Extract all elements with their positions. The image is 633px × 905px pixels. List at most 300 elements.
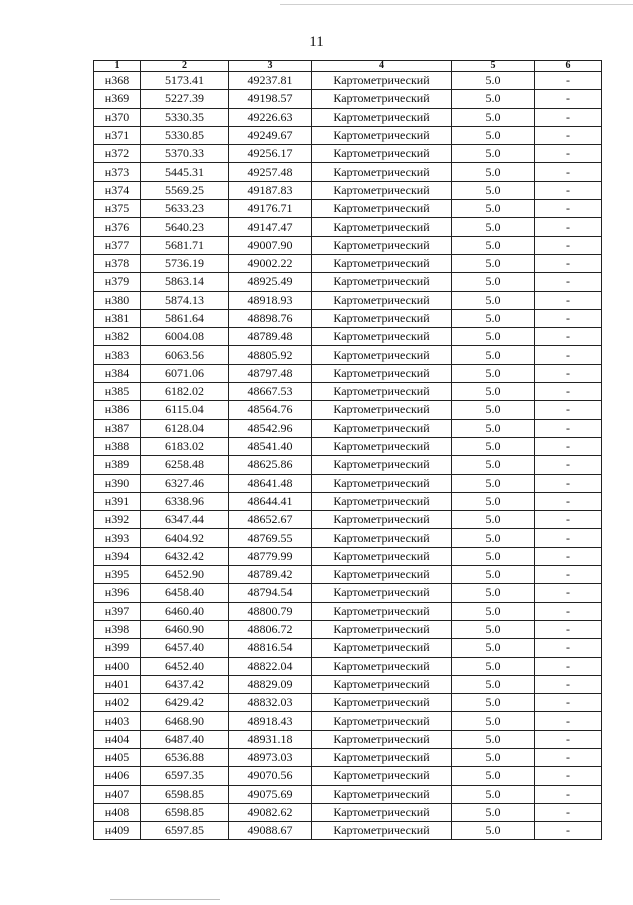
- accuracy-cell: 5.0: [452, 108, 535, 126]
- x-coordinate-cell: 6458.40: [141, 584, 229, 602]
- x-coordinate-cell: 6063.56: [141, 346, 229, 364]
- point-id-cell: н396: [94, 584, 141, 602]
- accuracy-cell: 5.0: [452, 822, 535, 840]
- x-coordinate-cell: 6258.48: [141, 456, 229, 474]
- y-coordinate-cell: 49187.83: [229, 181, 312, 199]
- point-id-cell: н398: [94, 620, 141, 638]
- y-coordinate-cell: 48794.54: [229, 584, 312, 602]
- x-coordinate-cell: 6404.92: [141, 529, 229, 547]
- note-cell: -: [535, 328, 602, 346]
- table-row: [94, 456, 602, 474]
- y-coordinate-cell: 48789.48: [229, 328, 312, 346]
- x-coordinate-cell: 5227.39: [141, 90, 229, 108]
- note-cell: -: [535, 145, 602, 163]
- point-id-cell: н370: [94, 108, 141, 126]
- x-coordinate-cell: 5633.23: [141, 200, 229, 218]
- y-coordinate-cell: 49237.81: [229, 72, 312, 90]
- accuracy-cell: 5.0: [452, 181, 535, 199]
- point-id-cell: н378: [94, 254, 141, 272]
- accuracy-cell: 5.0: [452, 346, 535, 364]
- y-coordinate-cell: 49257.48: [229, 163, 312, 181]
- y-coordinate-cell: 48925.49: [229, 273, 312, 291]
- y-coordinate-cell: 49007.90: [229, 236, 312, 254]
- point-id-cell: н383: [94, 346, 141, 364]
- x-coordinate-cell: 5370.33: [141, 145, 229, 163]
- y-coordinate-cell: 48542.96: [229, 419, 312, 437]
- point-id-cell: н376: [94, 218, 141, 236]
- column-header: 4: [312, 61, 452, 72]
- method-cell: Картометрический: [312, 163, 452, 181]
- table-row: [94, 401, 602, 419]
- x-coordinate-cell: 5330.85: [141, 126, 229, 144]
- accuracy-cell: 5.0: [452, 529, 535, 547]
- x-coordinate-cell: 6115.04: [141, 401, 229, 419]
- note-cell: -: [535, 456, 602, 474]
- y-coordinate-cell: 48822.04: [229, 657, 312, 675]
- note-cell: -: [535, 126, 602, 144]
- method-cell: Картометрический: [312, 291, 452, 309]
- x-coordinate-cell: 5863.14: [141, 273, 229, 291]
- point-id-cell: н385: [94, 383, 141, 401]
- table-row: [94, 712, 602, 730]
- method-cell: Картометрический: [312, 145, 452, 163]
- x-coordinate-cell: 6468.90: [141, 712, 229, 730]
- method-cell: Картометрический: [312, 584, 452, 602]
- note-cell: -: [535, 364, 602, 382]
- table-row: [94, 309, 602, 327]
- note-cell: -: [535, 254, 602, 272]
- note-cell: -: [535, 584, 602, 602]
- method-cell: Картометрический: [312, 529, 452, 547]
- note-cell: -: [535, 675, 602, 693]
- note-cell: -: [535, 639, 602, 657]
- x-coordinate-cell: 6183.02: [141, 437, 229, 455]
- accuracy-cell: 5.0: [452, 584, 535, 602]
- note-cell: -: [535, 803, 602, 821]
- method-cell: Картометрический: [312, 328, 452, 346]
- point-id-cell: н382: [94, 328, 141, 346]
- note-cell: -: [535, 108, 602, 126]
- x-coordinate-cell: 5874.13: [141, 291, 229, 309]
- note-cell: -: [535, 218, 602, 236]
- accuracy-cell: 5.0: [452, 309, 535, 327]
- y-coordinate-cell: 48918.43: [229, 712, 312, 730]
- x-coordinate-cell: 6429.42: [141, 694, 229, 712]
- point-id-cell: н394: [94, 547, 141, 565]
- x-coordinate-cell: 5330.35: [141, 108, 229, 126]
- note-cell: -: [535, 712, 602, 730]
- x-coordinate-cell: 6071.06: [141, 364, 229, 382]
- point-id-cell: н401: [94, 675, 141, 693]
- accuracy-cell: 5.0: [452, 90, 535, 108]
- x-coordinate-cell: 5173.41: [141, 72, 229, 90]
- x-coordinate-cell: 6182.02: [141, 383, 229, 401]
- table-row: [94, 200, 602, 218]
- table-row: [94, 748, 602, 766]
- column-header: 3: [229, 61, 312, 72]
- y-coordinate-cell: 48769.55: [229, 529, 312, 547]
- method-cell: Картометрический: [312, 547, 452, 565]
- y-coordinate-cell: 48789.42: [229, 566, 312, 584]
- point-id-cell: н375: [94, 200, 141, 218]
- method-cell: Картометрический: [312, 401, 452, 419]
- point-id-cell: н399: [94, 639, 141, 657]
- y-coordinate-cell: 49147.47: [229, 218, 312, 236]
- table-row: [94, 218, 602, 236]
- note-cell: -: [535, 163, 602, 181]
- point-id-cell: н374: [94, 181, 141, 199]
- accuracy-cell: 5.0: [452, 785, 535, 803]
- note-cell: -: [535, 620, 602, 638]
- x-coordinate-cell: 6460.40: [141, 602, 229, 620]
- table-row: [94, 657, 602, 675]
- x-coordinate-cell: 5569.25: [141, 181, 229, 199]
- y-coordinate-cell: 48797.48: [229, 364, 312, 382]
- note-cell: -: [535, 785, 602, 803]
- x-coordinate-cell: 6460.90: [141, 620, 229, 638]
- method-cell: Картометрический: [312, 748, 452, 766]
- accuracy-cell: 5.0: [452, 639, 535, 657]
- table-row: [94, 163, 602, 181]
- table-row: [94, 474, 602, 492]
- method-cell: Картометрический: [312, 72, 452, 90]
- accuracy-cell: 5.0: [452, 273, 535, 291]
- accuracy-cell: 5.0: [452, 163, 535, 181]
- y-coordinate-cell: 48779.99: [229, 547, 312, 565]
- x-coordinate-cell: 6457.40: [141, 639, 229, 657]
- x-coordinate-cell: 5681.71: [141, 236, 229, 254]
- y-coordinate-cell: 49256.17: [229, 145, 312, 163]
- x-coordinate-cell: 6347.44: [141, 511, 229, 529]
- x-coordinate-cell: 6327.46: [141, 474, 229, 492]
- y-coordinate-cell: 48931.18: [229, 730, 312, 748]
- point-id-cell: н379: [94, 273, 141, 291]
- scan-edge-line-bottom: [110, 899, 220, 900]
- point-id-cell: н377: [94, 236, 141, 254]
- note-cell: -: [535, 602, 602, 620]
- accuracy-cell: 5.0: [452, 657, 535, 675]
- note-cell: -: [535, 767, 602, 785]
- point-id-cell: н403: [94, 712, 141, 730]
- accuracy-cell: 5.0: [452, 748, 535, 766]
- accuracy-cell: 5.0: [452, 547, 535, 565]
- accuracy-cell: 5.0: [452, 566, 535, 584]
- accuracy-cell: 5.0: [452, 474, 535, 492]
- table-row: [94, 364, 602, 382]
- point-id-cell: н384: [94, 364, 141, 382]
- x-coordinate-cell: 6536.88: [141, 748, 229, 766]
- note-cell: -: [535, 694, 602, 712]
- note-cell: -: [535, 511, 602, 529]
- y-coordinate-cell: 48918.93: [229, 291, 312, 309]
- accuracy-cell: 5.0: [452, 328, 535, 346]
- y-coordinate-cell: 48829.09: [229, 675, 312, 693]
- y-coordinate-cell: 49249.67: [229, 126, 312, 144]
- accuracy-cell: 5.0: [452, 767, 535, 785]
- accuracy-cell: 5.0: [452, 126, 535, 144]
- table-row: [94, 254, 602, 272]
- accuracy-cell: 5.0: [452, 236, 535, 254]
- point-id-cell: н402: [94, 694, 141, 712]
- column-header: 1: [94, 61, 141, 72]
- table-row: [94, 328, 602, 346]
- accuracy-cell: 5.0: [452, 712, 535, 730]
- method-cell: Картометрический: [312, 492, 452, 510]
- x-coordinate-cell: 6597.85: [141, 822, 229, 840]
- method-cell: Картометрический: [312, 218, 452, 236]
- y-coordinate-cell: 49082.62: [229, 803, 312, 821]
- point-id-cell: н369: [94, 90, 141, 108]
- coordinates-table: [93, 60, 602, 840]
- x-coordinate-cell: 6452.90: [141, 566, 229, 584]
- point-id-cell: н368: [94, 72, 141, 90]
- accuracy-cell: 5.0: [452, 254, 535, 272]
- table-row: [94, 437, 602, 455]
- note-cell: -: [535, 474, 602, 492]
- method-cell: Картометрический: [312, 730, 452, 748]
- x-coordinate-cell: 6437.42: [141, 675, 229, 693]
- table-row: [94, 620, 602, 638]
- method-cell: Картометрический: [312, 126, 452, 144]
- y-coordinate-cell: 48564.76: [229, 401, 312, 419]
- x-coordinate-cell: 5640.23: [141, 218, 229, 236]
- accuracy-cell: 5.0: [452, 364, 535, 382]
- point-id-cell: н388: [94, 437, 141, 455]
- method-cell: Картометрический: [312, 364, 452, 382]
- table-row: [94, 419, 602, 437]
- table-header-row: [94, 61, 602, 72]
- method-cell: Картометрический: [312, 419, 452, 437]
- method-cell: Картометрический: [312, 346, 452, 364]
- method-cell: Картометрический: [312, 620, 452, 638]
- table-row: [94, 72, 602, 90]
- table-row: [94, 694, 602, 712]
- method-cell: Картометрический: [312, 181, 452, 199]
- point-id-cell: н408: [94, 803, 141, 821]
- point-id-cell: н389: [94, 456, 141, 474]
- table-row: [94, 273, 602, 291]
- y-coordinate-cell: 49075.69: [229, 785, 312, 803]
- point-id-cell: н392: [94, 511, 141, 529]
- y-coordinate-cell: 48644.41: [229, 492, 312, 510]
- method-cell: Картометрический: [312, 602, 452, 620]
- method-cell: Картометрический: [312, 712, 452, 730]
- point-id-cell: н405: [94, 748, 141, 766]
- table-row: [94, 126, 602, 144]
- table-row: [94, 236, 602, 254]
- table-row: [94, 803, 602, 821]
- accuracy-cell: 5.0: [452, 383, 535, 401]
- y-coordinate-cell: 48898.76: [229, 309, 312, 327]
- method-cell: Картометрический: [312, 383, 452, 401]
- note-cell: -: [535, 236, 602, 254]
- table-row: [94, 566, 602, 584]
- method-cell: Картометрический: [312, 437, 452, 455]
- point-id-cell: н397: [94, 602, 141, 620]
- table-row: [94, 767, 602, 785]
- point-id-cell: н380: [94, 291, 141, 309]
- method-cell: Картометрический: [312, 803, 452, 821]
- point-id-cell: н400: [94, 657, 141, 675]
- table-row: [94, 639, 602, 657]
- note-cell: -: [535, 437, 602, 455]
- accuracy-cell: 5.0: [452, 456, 535, 474]
- note-cell: -: [535, 492, 602, 510]
- y-coordinate-cell: 48541.40: [229, 437, 312, 455]
- note-cell: -: [535, 730, 602, 748]
- point-id-cell: н371: [94, 126, 141, 144]
- y-coordinate-cell: 49176.71: [229, 200, 312, 218]
- point-id-cell: н386: [94, 401, 141, 419]
- y-coordinate-cell: 48832.03: [229, 694, 312, 712]
- point-id-cell: н391: [94, 492, 141, 510]
- table-row: [94, 291, 602, 309]
- y-coordinate-cell: 48805.92: [229, 346, 312, 364]
- page-number: 11: [309, 34, 324, 50]
- x-coordinate-cell: 6598.85: [141, 803, 229, 821]
- accuracy-cell: 5.0: [452, 145, 535, 163]
- x-coordinate-cell: 6597.35: [141, 767, 229, 785]
- note-cell: -: [535, 822, 602, 840]
- method-cell: Картометрический: [312, 108, 452, 126]
- table-row: [94, 584, 602, 602]
- table-row: [94, 675, 602, 693]
- accuracy-cell: 5.0: [452, 72, 535, 90]
- point-id-cell: н372: [94, 145, 141, 163]
- table-row: [94, 547, 602, 565]
- note-cell: -: [535, 566, 602, 584]
- y-coordinate-cell: 48816.54: [229, 639, 312, 657]
- y-coordinate-cell: 48800.79: [229, 602, 312, 620]
- x-coordinate-cell: 6598.85: [141, 785, 229, 803]
- note-cell: -: [535, 419, 602, 437]
- y-coordinate-cell: 48641.48: [229, 474, 312, 492]
- point-id-cell: н407: [94, 785, 141, 803]
- note-cell: -: [535, 181, 602, 199]
- y-coordinate-cell: 49002.22: [229, 254, 312, 272]
- method-cell: Картометрический: [312, 694, 452, 712]
- y-coordinate-cell: 48625.86: [229, 456, 312, 474]
- method-cell: Картометрический: [312, 200, 452, 218]
- table-row: [94, 90, 602, 108]
- table-row: [94, 383, 602, 401]
- note-cell: -: [535, 291, 602, 309]
- note-cell: -: [535, 72, 602, 90]
- point-id-cell: н387: [94, 419, 141, 437]
- table-row: [94, 108, 602, 126]
- accuracy-cell: 5.0: [452, 730, 535, 748]
- y-coordinate-cell: 48806.72: [229, 620, 312, 638]
- method-cell: Картометрический: [312, 785, 452, 803]
- x-coordinate-cell: 6128.04: [141, 419, 229, 437]
- method-cell: Картометрический: [312, 675, 452, 693]
- accuracy-cell: 5.0: [452, 620, 535, 638]
- note-cell: -: [535, 309, 602, 327]
- accuracy-cell: 5.0: [452, 694, 535, 712]
- table-row: [94, 529, 602, 547]
- note-cell: -: [535, 383, 602, 401]
- method-cell: Картометрический: [312, 273, 452, 291]
- note-cell: -: [535, 273, 602, 291]
- method-cell: Картометрический: [312, 657, 452, 675]
- accuracy-cell: 5.0: [452, 437, 535, 455]
- scan-edge-line-top: [280, 4, 633, 5]
- table-row: [94, 602, 602, 620]
- point-id-cell: н373: [94, 163, 141, 181]
- x-coordinate-cell: 6452.40: [141, 657, 229, 675]
- point-id-cell: н393: [94, 529, 141, 547]
- note-cell: -: [535, 657, 602, 675]
- y-coordinate-cell: 49226.63: [229, 108, 312, 126]
- column-header: 5: [452, 61, 535, 72]
- accuracy-cell: 5.0: [452, 803, 535, 821]
- accuracy-cell: 5.0: [452, 200, 535, 218]
- note-cell: -: [535, 529, 602, 547]
- accuracy-cell: 5.0: [452, 602, 535, 620]
- method-cell: Картометрический: [312, 474, 452, 492]
- method-cell: Картометрический: [312, 254, 452, 272]
- table-row: [94, 785, 602, 803]
- y-coordinate-cell: 49088.67: [229, 822, 312, 840]
- table-row: [94, 492, 602, 510]
- accuracy-cell: 5.0: [452, 419, 535, 437]
- x-coordinate-cell: 6338.96: [141, 492, 229, 510]
- method-cell: Картометрический: [312, 566, 452, 584]
- note-cell: -: [535, 748, 602, 766]
- method-cell: Картометрический: [312, 639, 452, 657]
- note-cell: -: [535, 401, 602, 419]
- note-cell: -: [535, 547, 602, 565]
- y-coordinate-cell: 48973.03: [229, 748, 312, 766]
- point-id-cell: н409: [94, 822, 141, 840]
- column-header: 2: [141, 61, 229, 72]
- x-coordinate-cell: 5736.19: [141, 254, 229, 272]
- table-row: [94, 730, 602, 748]
- table-row: [94, 181, 602, 199]
- x-coordinate-cell: 6432.42: [141, 547, 229, 565]
- method-cell: Картометрический: [312, 767, 452, 785]
- table-row: [94, 145, 602, 163]
- accuracy-cell: 5.0: [452, 492, 535, 510]
- x-coordinate-cell: 5861.64: [141, 309, 229, 327]
- point-id-cell: н395: [94, 566, 141, 584]
- accuracy-cell: 5.0: [452, 511, 535, 529]
- method-cell: Картометрический: [312, 456, 452, 474]
- point-id-cell: н390: [94, 474, 141, 492]
- note-cell: -: [535, 346, 602, 364]
- accuracy-cell: 5.0: [452, 218, 535, 236]
- table-row: [94, 346, 602, 364]
- x-coordinate-cell: 6487.40: [141, 730, 229, 748]
- x-coordinate-cell: 5445.31: [141, 163, 229, 181]
- point-id-cell: н406: [94, 767, 141, 785]
- y-coordinate-cell: 49198.57: [229, 90, 312, 108]
- table-row: [94, 511, 602, 529]
- table-row: [94, 822, 602, 840]
- method-cell: Картометрический: [312, 822, 452, 840]
- x-coordinate-cell: 6004.08: [141, 328, 229, 346]
- y-coordinate-cell: 49070.56: [229, 767, 312, 785]
- table-body: [94, 72, 602, 840]
- method-cell: Картометрический: [312, 511, 452, 529]
- accuracy-cell: 5.0: [452, 675, 535, 693]
- column-header: 6: [535, 61, 602, 72]
- accuracy-cell: 5.0: [452, 401, 535, 419]
- y-coordinate-cell: 48667.53: [229, 383, 312, 401]
- method-cell: Картометрический: [312, 90, 452, 108]
- method-cell: Картометрический: [312, 236, 452, 254]
- note-cell: -: [535, 200, 602, 218]
